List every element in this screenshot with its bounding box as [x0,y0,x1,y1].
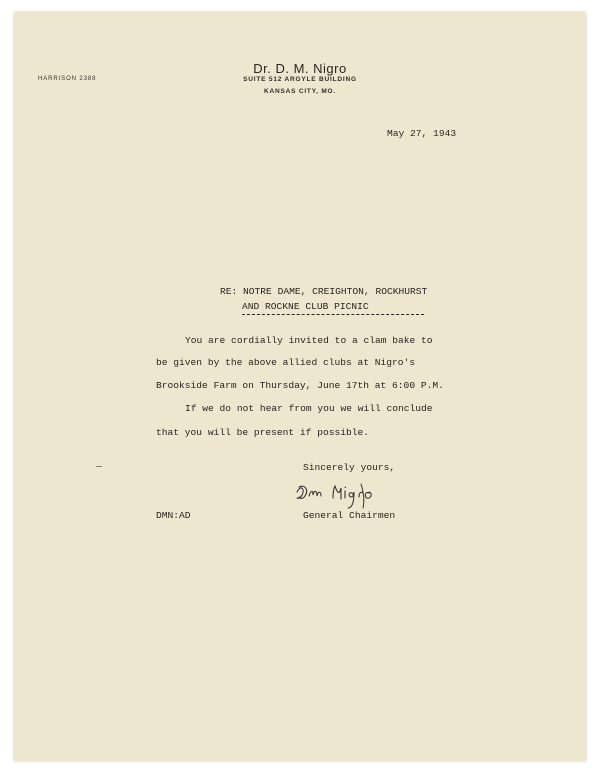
body-line: that you will be present if possible. [156,427,370,438]
letter-date: May 27, 1943 [387,128,457,139]
letterhead-phone: HARRISON 2388 [38,76,97,82]
subject-line-2: AND ROCKNE CLUB PICNIC [242,301,369,312]
body-line: be given by the above allied clubs at Nigro's [156,357,416,368]
fold-mark [96,466,102,467]
body-line: You are cordially invited to a clam bake to [185,335,433,346]
letterhead-name: Dr. D. M. Nigro [253,61,347,76]
signer-title: General Chairmen [303,510,396,521]
subject-line-1: RE: NOTRE DAME, CREIGHTON, ROCKHURST [220,286,428,297]
body-line: Brookside Farm on Thursday, June 17th at 6:00 P.M. [156,380,444,391]
subject-underline [242,314,424,315]
body-line: If we do not hear from you we will conclude [185,403,433,414]
handwritten-signature [293,478,393,514]
typist-initials: DMN:AD [156,510,191,521]
closing: Sincerely yours, [303,462,396,473]
letterhead-city: KANSAS CITY, MO. [263,88,337,95]
letterhead-address: SUITE 512 ARGYLE BUILDING [243,76,357,83]
